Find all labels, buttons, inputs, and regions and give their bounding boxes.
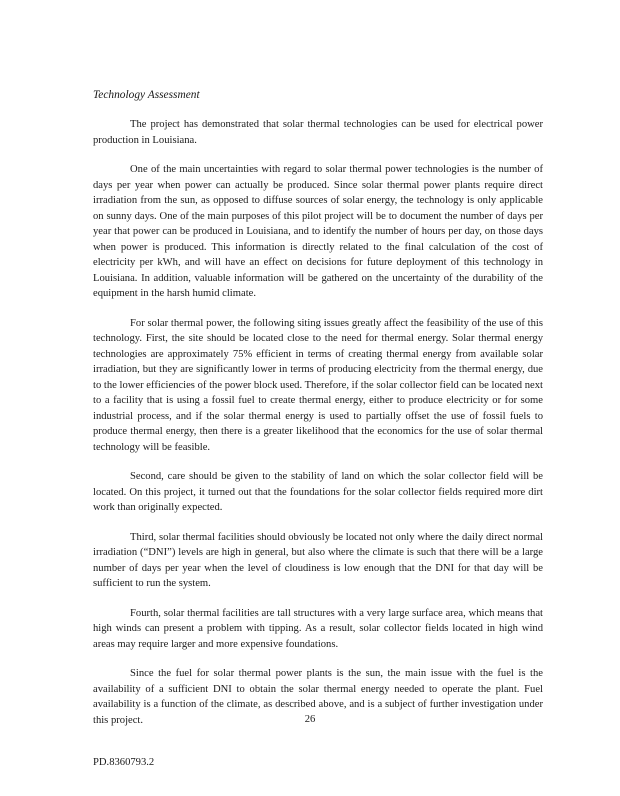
paragraph-land-stability: Second, care should be given to the stability of land on which the solar collector field will be located. On this project, it turned out that the foundations for the solar collector fields required more dirt work than originally expected. — [93, 471, 543, 513]
paragraph-demonstration: The project has demonstrated that solar thermal technologies can be used for electrical power production in Louisiana. — [93, 119, 543, 146]
page-number: 26 — [304, 714, 316, 725]
section-heading: Technology Assessment — [93, 89, 200, 101]
document-id: PD.8360793.2 — [93, 757, 155, 768]
paragraph-uncertainties: One of the main uncertainties with regard to solar thermal power technologies is the number of days per year when power can actually be produced. Since solar thermal power plants require direct irradiation from the sun, as opposed to diffuse sources of solar energy, the technology is only applicable on sunny days. One of the main purposes of this pilot project will be to document the number of days per year that power can be produced in Louisiana, and to identify the number of hours per day, on those days when power is produced. This information is directly related to the final calculation of the cost of electricity per kWh, and will have an effect on decisions for future deployment of this technology in Louisiana. In addition, valuable information will be gathered on the uncertainty of the durability of the equipment in the harsh humid climate. — [93, 164, 543, 299]
paragraph-fuel-availability: Since the fuel for solar thermal power plants is the sun, the main issue with the fuel is the availability of a sufficient DNI to obtain the solar thermal energy needed to operate the plant. Fuel availability is a function of the climate, as described above, and is a subject of further investigation under this project. — [93, 668, 543, 726]
paragraph-high-winds: Fourth, solar thermal facilities are tall structures with a very large surface area, which means that high winds can present a problem with tipping. As a result, solar collector fields located in high wind areas may require larger and more expensive foundations. — [93, 607, 543, 650]
paragraph-dni-climate: Third, solar thermal facilities should obviously be located not only where the daily direct normal irradiation (“DNI”) levels are high in general, but also where the climate is such that there will be a large number of days per year when the level of cloudiness is low enough that the DNI for that day will be sufficient to run the system. — [93, 531, 543, 589]
document-body — [93, 88, 543, 742]
paragraph-siting-issues: For solar thermal power, the following siting issues greatly affect the feasibility of the use of this technology. First, the site should be located close to the need for thermal energy. Solar thermal energy technologies are approximately 75% efficient in terms of creating thermal energy from available solar irradiation, but they are significantly lower in terms of producing electricity from the thermal energy, due to the lower efficiencies of the power block used. Therefore, if the solar collector field can be located next to a facility that is using a fossil fuel to create thermal energy, either to produce electricity or for some industrial process, and if the solar thermal energy is used to partially offset the use of fossil fuels to produce thermal energy, then there is a greater likelihood that the economics for the use of solar thermal technology will be feasible. — [93, 317, 543, 453]
